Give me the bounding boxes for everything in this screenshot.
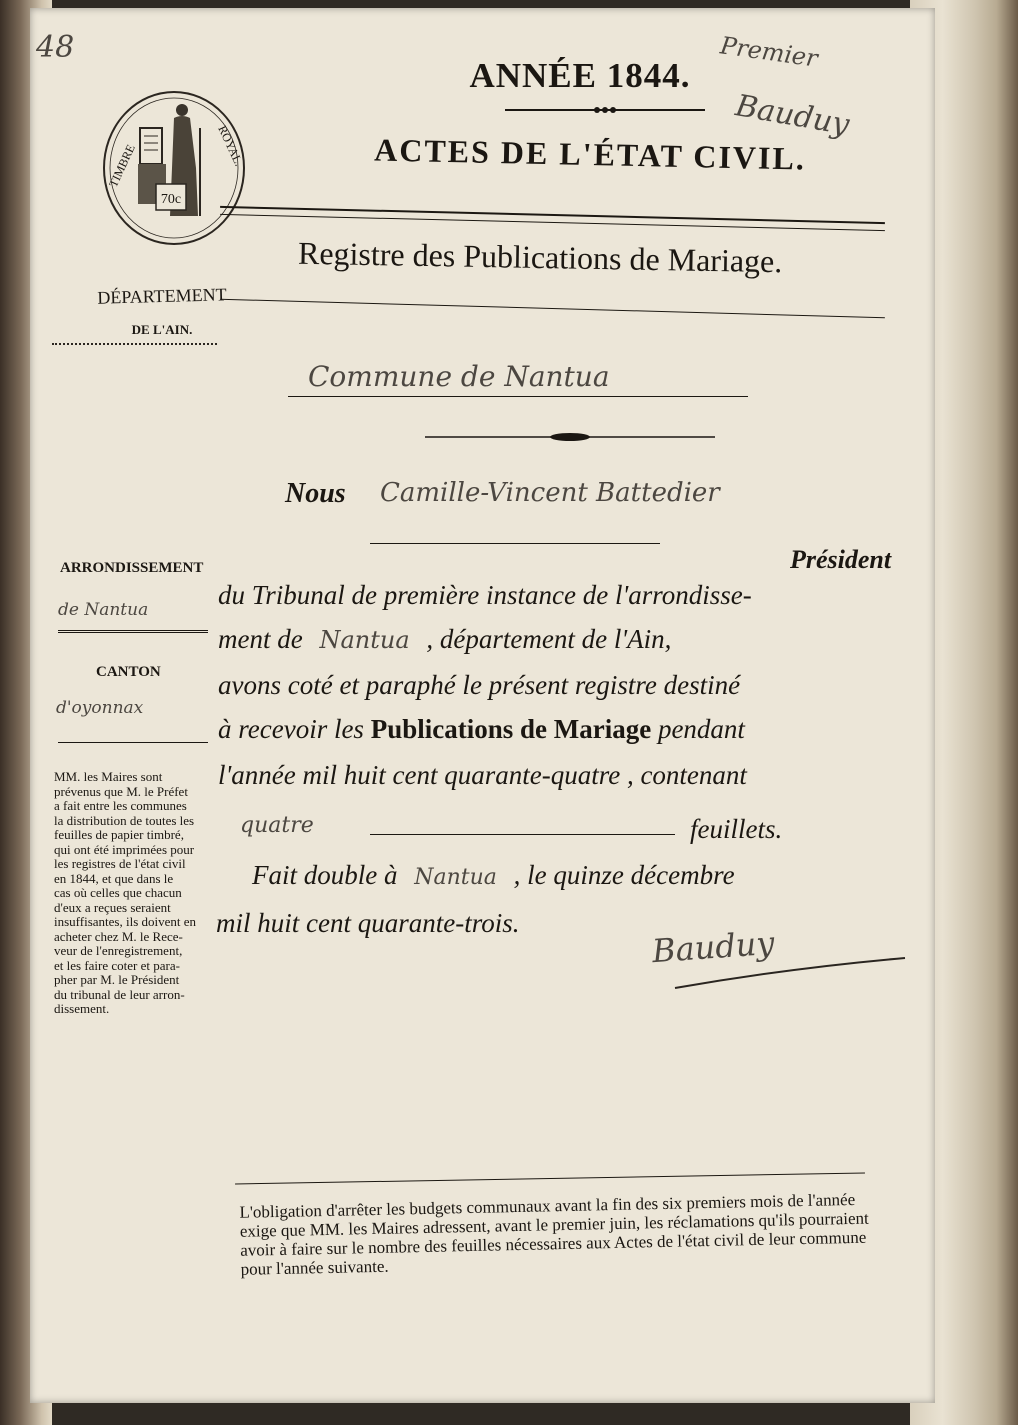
sidebar-note-line: MM. les Maires sont: [54, 769, 163, 784]
body-line-4-c: pendant: [657, 714, 745, 744]
sidebar-note-line: la distribution de toutes les: [54, 812, 195, 828]
body-line-2-hand: Nantua: [319, 626, 410, 654]
feuillets-rule: [370, 834, 675, 835]
sidebar-note-line: les registres de l'état civil: [54, 856, 186, 871]
president-role: Président: [790, 545, 892, 574]
body-line-4-a: à recevoir les: [218, 714, 364, 744]
sidebar-note-line: insuffisantes, ils doivent en: [54, 914, 197, 929]
sidebar-note-line: prévenus que M. le Préfet: [54, 783, 188, 799]
body-line-4: [218, 714, 745, 745]
bottom-notice: L'obligation d'arrêter les budgets communaux avant la fin des six premiers mois de l'année exige que MM. les Maires adressent, avant le premier juin, les réclamations qu'ils pourraient avoir à faire sur le nombre des feuilles nécessaires aux Actes de l'état civil de leur commune pour l'année suivante.: [239, 1189, 869, 1279]
register-page: [30, 8, 935, 1403]
page-number: 48: [36, 30, 75, 65]
sidebar-note-line: du tribunal de leur arron-: [54, 986, 185, 1002]
notice-rule: [235, 1173, 865, 1185]
sidebar-note-line: a fait entre les communes: [54, 798, 187, 813]
department-label: DÉPARTEMENT: [97, 284, 227, 308]
body-line-2-prefix: ment de: [218, 624, 303, 654]
sidebar-note-line: cas où celles que chacun: [54, 885, 182, 900]
arrondissement-label: ARRONDISSEMENT: [60, 560, 204, 576]
body-line-1: du Tribunal de première instance de l'arrondisse-: [218, 580, 752, 610]
corner-handwriting-signature: Bauduy: [732, 88, 852, 143]
stamp-value: 70c: [160, 192, 182, 207]
acts-title: ACTES DE L'ÉTAT CIVIL.: [373, 131, 807, 177]
sidebar-note-line: feuilles de papier timbré,: [54, 827, 184, 842]
stamp-right-text: ROYAL.: [215, 123, 247, 169]
sidebar-note-line: en 1844, et que dans le: [54, 870, 174, 886]
body-line-2-suffix: , département de l'Ain,: [426, 624, 672, 654]
corner-handwriting-premier: Premier: [718, 31, 820, 73]
body-line-7: [252, 860, 735, 891]
sidebar-note-line: pher par M. le Président: [54, 972, 180, 987]
sidebar-note-line: veur de l'enregistrement,: [54, 943, 183, 958]
canton-rule: [58, 742, 208, 743]
header-rule-thin: [220, 214, 885, 231]
arrondissement-value: de Nantua: [58, 600, 149, 620]
body-line-7-hand: Nantua: [414, 865, 497, 890]
body-line-6-suffix: feuillets.: [690, 814, 783, 844]
arrondissement-rule: [58, 630, 208, 633]
sidebar-note-line: et les faire coter et para-: [54, 957, 180, 973]
sidebar-note-line: acheter chez M. le Rece-: [54, 928, 183, 944]
canton-value: d'oyonnax: [56, 698, 144, 718]
body-line-8: mil huit cent quarante-trois.: [216, 908, 520, 938]
signature-flourish: [670, 948, 910, 998]
signature: Bauduy: [650, 923, 776, 971]
ornament-divider: [505, 103, 705, 117]
sidebar-note-line: dissement.: [54, 1001, 110, 1016]
department-name: DE L'AIN.: [131, 322, 193, 337]
sidebar-note-line: qui ont été imprimées pour: [54, 841, 195, 857]
president-name: Camille-Vincent Battedier: [380, 478, 720, 508]
register-title: Registre des Publications de Mariage.: [297, 234, 783, 280]
body-line-5: l'année mil huit cent quarante-quatre , contenant: [218, 760, 747, 790]
stamp-left-text: TIMBRE: [106, 142, 138, 190]
year-title: ANNÉE 1844.: [469, 56, 691, 95]
department-rule: [52, 343, 217, 348]
president-name-rule: [370, 543, 660, 544]
sidebar-note-line: d'eux a reçues seraient: [54, 899, 171, 915]
body-line-7-suffix: , le quinze décembre: [513, 860, 735, 890]
register-rule: [220, 299, 885, 319]
body-line-6: [240, 808, 314, 839]
royal-stamp-icon: [100, 88, 248, 248]
commune-rule: [288, 396, 748, 397]
body-line-2: [218, 624, 671, 655]
canton-label: CANTON: [96, 664, 161, 680]
body-line-4-b: Publications de Mariage: [370, 714, 652, 744]
ornament-divider-2: [425, 430, 715, 444]
body-line-3: avons coté et paraphé le présent registre destiné: [218, 670, 741, 700]
body-line-7-prefix: Fait double à: [252, 860, 398, 890]
body-line-6-hand: quatre: [240, 813, 314, 838]
commune-value: Commune de Nantua: [308, 360, 610, 393]
nous-label: Nous: [285, 478, 346, 509]
sidebar-note: [54, 770, 234, 1017]
